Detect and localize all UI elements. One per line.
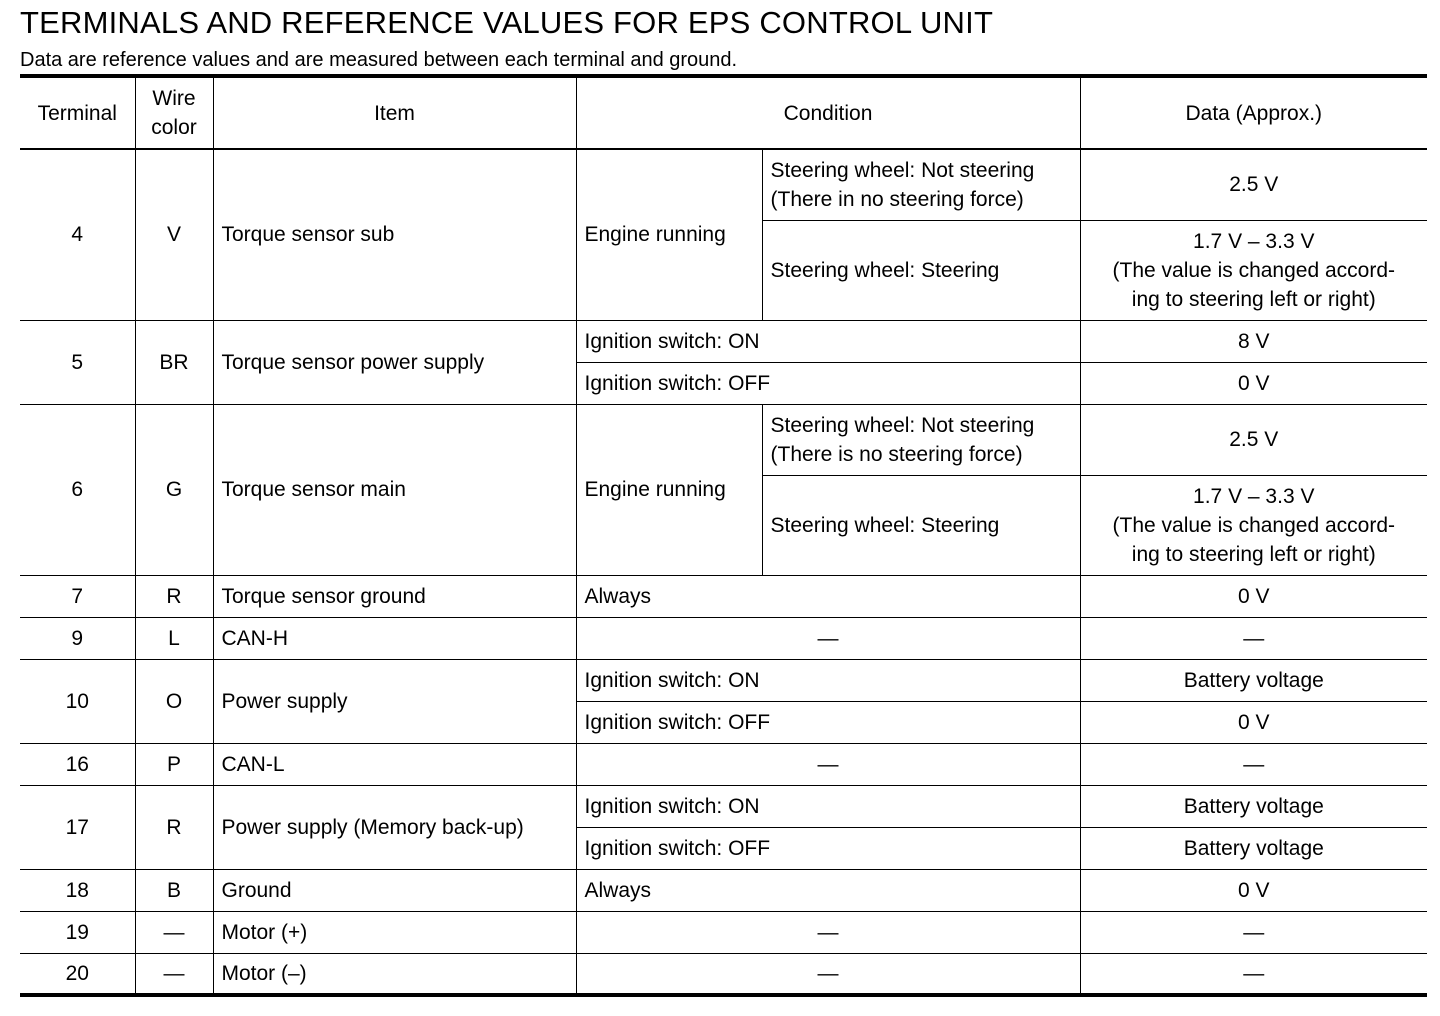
item-cell: Ground bbox=[213, 869, 576, 911]
condition-sub-cell bbox=[762, 404, 1080, 475]
data-cell bbox=[1080, 220, 1427, 320]
data-line: 1.7 V – 3.3 V bbox=[1193, 229, 1315, 253]
reference-values-table bbox=[20, 74, 1427, 997]
header-wire-color bbox=[135, 76, 213, 149]
terminal-cell: 20 bbox=[20, 953, 135, 995]
wire-color-cell: V bbox=[135, 149, 213, 320]
data-line: 1.7 V – 3.3 V bbox=[1193, 484, 1315, 508]
header-terminal: Terminal bbox=[20, 76, 135, 149]
data-cell: — bbox=[1080, 911, 1427, 953]
terminal-cell: 5 bbox=[20, 320, 135, 404]
page-title: TERMINALS AND REFERENCE VALUES FOR EPS CONTROL UNIT bbox=[20, 5, 994, 40]
condition-cell: — bbox=[576, 617, 1080, 659]
condition-sub-cell: Steering wheel: Steering bbox=[762, 475, 1080, 575]
header-wire-color-line1: Wire bbox=[152, 87, 196, 110]
data-cell: Battery voltage bbox=[1080, 659, 1427, 701]
table-row bbox=[20, 404, 1427, 475]
data-cell: — bbox=[1080, 953, 1427, 995]
condition-cell: Ignition switch: OFF bbox=[576, 701, 1080, 743]
wire-color-cell: G bbox=[135, 404, 213, 575]
terminal-cell: 9 bbox=[20, 617, 135, 659]
data-cell bbox=[1080, 475, 1427, 575]
condition-cell: — bbox=[576, 953, 1080, 995]
wire-color-cell: R bbox=[135, 575, 213, 617]
wire-color-cell: BR bbox=[135, 320, 213, 404]
item-cell: Motor (–) bbox=[213, 953, 576, 995]
condition-line: (There is no steering force) bbox=[770, 442, 1023, 466]
item-cell: Motor (+) bbox=[213, 911, 576, 953]
item-cell: Torque sensor power supply bbox=[213, 320, 576, 404]
table-row bbox=[20, 617, 1427, 659]
data-cell: 0 V bbox=[1080, 362, 1427, 404]
condition-cell: Always bbox=[576, 869, 1080, 911]
item-cell: Power supply (Memory back-up) bbox=[213, 785, 576, 869]
data-cell: 2.5 V bbox=[1080, 404, 1427, 475]
data-line: ing to steering left or right) bbox=[1131, 287, 1376, 311]
item-cell: CAN-H bbox=[213, 617, 576, 659]
data-line: (The value is changed accord- bbox=[1112, 258, 1396, 282]
data-cell: — bbox=[1080, 617, 1427, 659]
page-subtitle: Data are reference values and are measured between each terminal and ground. bbox=[20, 49, 738, 71]
item-cell: Torque sensor main bbox=[213, 404, 576, 575]
table-row bbox=[20, 785, 1427, 827]
condition-sub-cell bbox=[762, 149, 1080, 220]
condition-cell: Ignition switch: OFF bbox=[576, 362, 1080, 404]
data-cell: 8 V bbox=[1080, 320, 1427, 362]
item-cell: CAN-L bbox=[213, 743, 576, 785]
data-cell: Battery voltage bbox=[1080, 785, 1427, 827]
header-condition: Condition bbox=[576, 76, 1080, 149]
condition-cell: Ignition switch: ON bbox=[576, 785, 1080, 827]
wire-color-cell: B bbox=[135, 869, 213, 911]
table-row bbox=[20, 575, 1427, 617]
header-row bbox=[20, 76, 1427, 149]
table-row bbox=[20, 320, 1427, 362]
condition-cell: Always bbox=[576, 575, 1080, 617]
table-row bbox=[20, 911, 1427, 953]
table-row bbox=[20, 743, 1427, 785]
condition-cell: — bbox=[576, 743, 1080, 785]
data-line: (The value is changed accord- bbox=[1112, 513, 1396, 537]
condition-cell: Ignition switch: ON bbox=[576, 320, 1080, 362]
condition-line: Steering wheel: Not steering bbox=[770, 158, 1035, 182]
condition-main-cell: Engine running bbox=[576, 404, 762, 575]
terminal-cell: 16 bbox=[20, 743, 135, 785]
terminal-cell: 6 bbox=[20, 404, 135, 575]
terminal-cell: 17 bbox=[20, 785, 135, 869]
wire-color-cell: — bbox=[135, 911, 213, 953]
table-row bbox=[20, 953, 1427, 995]
wire-color-cell: — bbox=[135, 953, 213, 995]
data-cell: 0 V bbox=[1080, 575, 1427, 617]
table-row bbox=[20, 869, 1427, 911]
wire-color-cell: P bbox=[135, 743, 213, 785]
condition-line: Steering wheel: Not steering bbox=[770, 413, 1035, 437]
terminal-cell: 7 bbox=[20, 575, 135, 617]
item-cell: Power supply bbox=[213, 659, 576, 743]
data-line: ing to steering left or right) bbox=[1131, 542, 1376, 566]
data-cell: Battery voltage bbox=[1080, 827, 1427, 869]
terminal-cell: 4 bbox=[20, 149, 135, 320]
item-cell: Torque sensor sub bbox=[213, 149, 576, 320]
data-cell: 2.5 V bbox=[1080, 149, 1427, 220]
condition-sub-cell: Steering wheel: Steering bbox=[762, 220, 1080, 320]
data-cell: 0 V bbox=[1080, 869, 1427, 911]
header-wire-color-line2: color bbox=[151, 116, 197, 139]
condition-cell: Ignition switch: OFF bbox=[576, 827, 1080, 869]
header-data: Data (Approx.) bbox=[1080, 76, 1427, 149]
item-cell: Torque sensor ground bbox=[213, 575, 576, 617]
terminal-cell: 10 bbox=[20, 659, 135, 743]
condition-main-cell: Engine running bbox=[576, 149, 762, 320]
header-item: Item bbox=[213, 76, 576, 149]
table-row bbox=[20, 149, 1427, 220]
wire-color-cell: R bbox=[135, 785, 213, 869]
data-cell: — bbox=[1080, 743, 1427, 785]
condition-line: (There in no steering force) bbox=[770, 187, 1024, 211]
condition-cell: Ignition switch: ON bbox=[576, 659, 1080, 701]
data-cell: 0 V bbox=[1080, 701, 1427, 743]
table-row bbox=[20, 659, 1427, 701]
wire-color-cell: L bbox=[135, 617, 213, 659]
terminal-cell: 19 bbox=[20, 911, 135, 953]
wire-color-cell: O bbox=[135, 659, 213, 743]
terminal-cell: 18 bbox=[20, 869, 135, 911]
condition-cell: — bbox=[576, 911, 1080, 953]
